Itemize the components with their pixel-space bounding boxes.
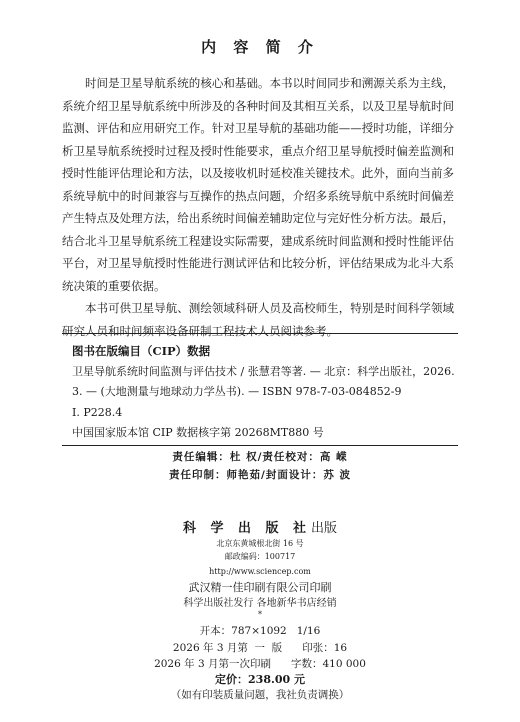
publisher-name: [0, 517, 520, 536]
publisher-suffix: 出版: [311, 521, 338, 536]
book-introduction: [62, 72, 454, 342]
production-credits: 责任印制：师艳茹/封面设计：苏 波: [169, 469, 351, 481]
publisher-address: 北京东黄城根北街 16 号: [216, 539, 304, 548]
price: 定价：238.00 元: [215, 673, 305, 686]
publisher-website: http://www.sciencep.com: [209, 567, 311, 576]
editor-credits: 责任编辑：杜 权/责任校对：高 嵘: [172, 451, 348, 463]
cip-number: 中国国家版本馆 CIP 数据核字第 20268MT880 号: [72, 426, 324, 439]
divider-middle: [62, 445, 458, 446]
intro-paragraph-1: 时间是卫星导航系统的核心和基础。本书以时间同步和溯源关系为主线，系统介绍卫星导航系统中所涉及的各种时间及其相互关系，以及卫星导航时间监测、评估和应用研究工作。针对卫星导航的基础功能——授时功能，详细分析卫星导航系统授时过程及授时性能要求，重点介绍卫星导航授时偏差监测和授时性能评估理论和方法，以及接收机时延校准关键技术。此外，面向当前多系统导航中的时间兼容与互操作的热点问题，介绍多系统导航中系统时间偏差产生特点及处理方法，给出系统时间偏差辅助定位与完好性分析方法。最后，结合北斗卫星导航系统工程建设实际需要，建成系统时间监测和授时性能评估平台，对卫星导航授时性能进行测试评估和比较分析，评估结果成为北斗大系统决策的重要依据。: [62, 76, 454, 293]
distribution-info: 科学出版社发行 各地新华书店经销: [183, 598, 337, 609]
intro-paragraph-2: 本书可供卫星导航、测绘领域科研人员及高校师生，特别是时间科学领域研究人员和时间频率设备研制工程技术人员阅读参考。: [62, 301, 454, 338]
printer-info: 武汉精一佳印刷有限公司印刷: [188, 581, 332, 594]
quality-note: （如有印装质量问题，我社负责调换）: [170, 689, 350, 701]
cip-heading: 图书在版编目（CIP）数据: [72, 344, 211, 358]
cip-entry: 卫星导航系统时间监测与评估技术 / 张慧君等著. — 北京：科学出版社，2026. 3. — (大地测量与地球动力学丛书). — ISBN 978-7-03-084852-9: [72, 365, 455, 398]
book-format: 开本：787×1092 1/16: [199, 625, 321, 637]
printing-info: 2026 年 3 月第一次印刷 字数：410 000: [154, 658, 366, 670]
publisher-logo-text: 科 学 出 版 社: [182, 521, 312, 536]
separator-star: *: [258, 610, 262, 619]
cip-classification: I. P228.4: [72, 406, 123, 419]
divider-top: [62, 333, 458, 334]
publisher-postcode: 邮政编码：100717: [224, 552, 296, 561]
edition-info: 2026 年 3 月第 一 版 印张：16: [172, 642, 348, 654]
page-title: 内 容 简 介: [201, 38, 319, 56]
